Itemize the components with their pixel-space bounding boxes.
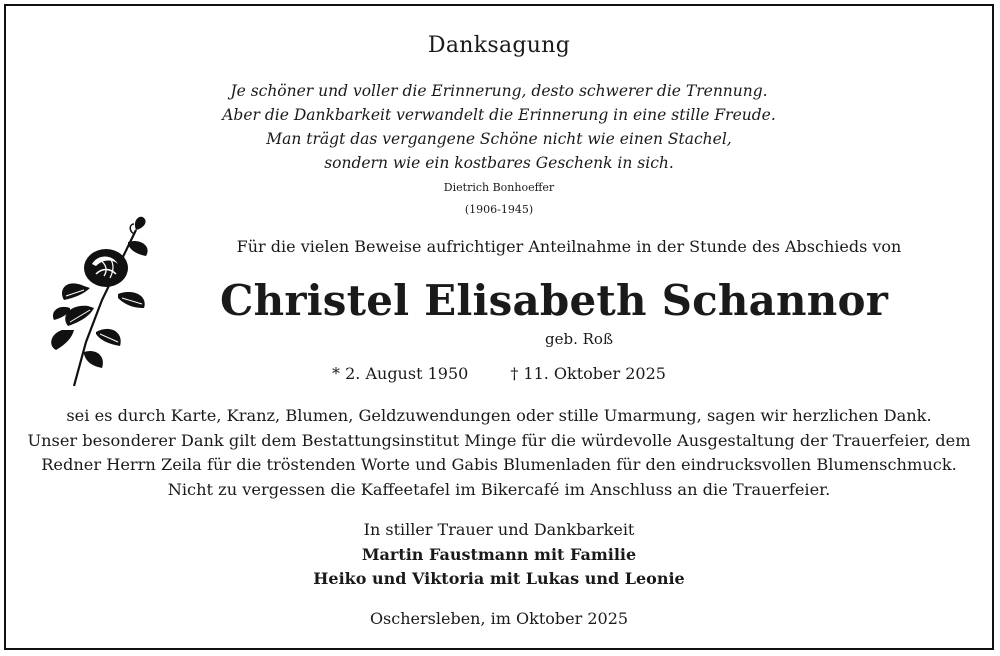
signature-line: In stiller Trauer und Dankbarkeit [363,520,635,539]
body-line: Redner Herrn Zeila für die tröstenden Worte und Gabis Blumenladen für den eindrucksvollen Blumenschmuck. [41,455,957,474]
place-date: Oschersleben, im Oktober 2025 [369,609,629,628]
quote-line: Man trägt das vergangene Schöne nicht wie einen Stachel, [266,130,732,148]
quote-line: Aber die Dankbarkeit verwandelt die Erinnerung in eine stille Freude. [222,106,776,124]
maiden-name: geb. Roß [545,330,613,348]
body-line: Unser besonderer Dank gilt dem Bestattungsinstitut Minge für die würdevolle Ausgestaltung der Trauerfeier, dem [27,431,971,450]
death-date: † 11. Oktober 2025 [510,364,666,383]
obituary-notice [4,4,994,650]
life-dates [6,364,992,383]
quote-line: sondern wie ein kostbares Geschenk in sich. [324,154,674,172]
deceased-name: Christel Elisabeth Schannor [219,276,889,325]
family-name: Martin Faustmann mit Familie [361,545,637,564]
notice-title: Danksagung [427,33,571,58]
family-name: Heiko und Viktoria mit Lukas und Leonie [313,569,685,588]
quote-line: Je schöner und voller die Erinnerung, desto schwerer die Trennung. [230,82,768,100]
quote-author-years: (1906-1945) [464,203,534,216]
body-line: Nicht zu vergessen die Kaffeetafel im Bikercafé im Anschluss an die Trauerfeier. [167,480,831,499]
intro-text: Für die vielen Beweise aufrichtiger Anteilnahme in der Stunde des Abschieds von [236,237,902,256]
body-line: sei es durch Karte, Kranz, Blumen, Geldzuwendungen oder stille Umarmung, sagen wir herzlichen Dank. [66,406,932,425]
birth-date: * 2. August 1950 [332,364,469,383]
quote-author: Dietrich Bonhoeffer [443,181,555,194]
